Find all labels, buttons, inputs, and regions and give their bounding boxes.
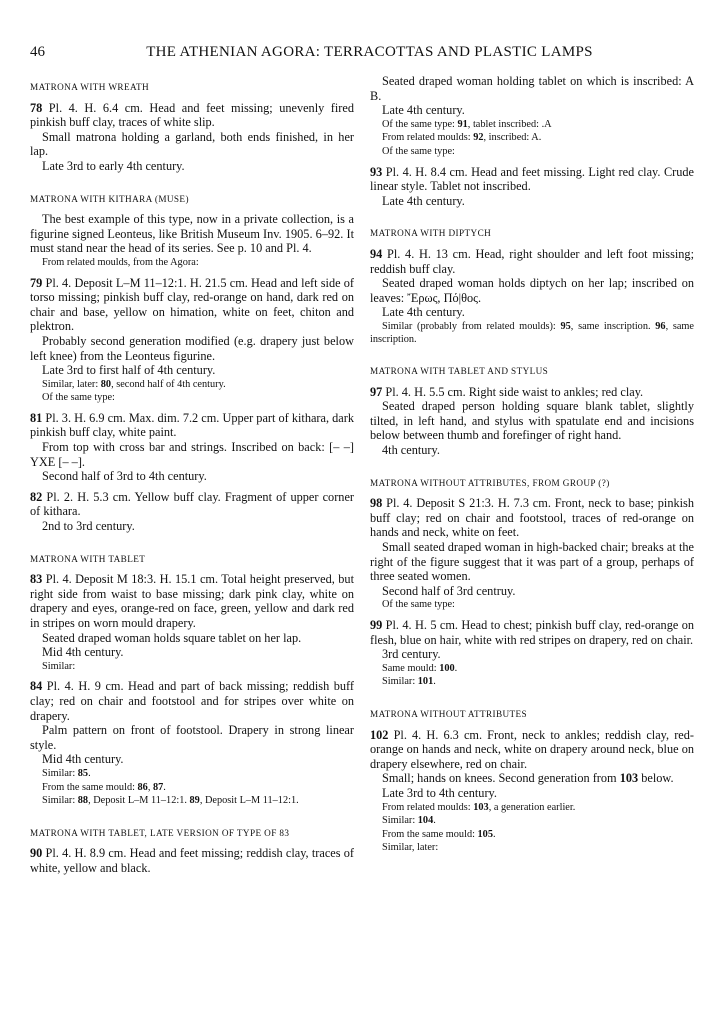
entry-description: Pl. 4. Deposit S 21:3. H. 7.3 cm. Front, neck to base; pinkish buff clay; red on chair and footstool, traces of red-orange on hands and neck, white on feet. [370, 496, 694, 540]
catalogue-entry-97 [370, 385, 694, 458]
entry-text: Seated draped woman holds diptych on her lap; inscribed on leaves: Ἔρως, Πό|θος. [370, 276, 694, 305]
entry-description: Pl. 3. H. 6.9 cm. Max. dim. 7.2 cm. Upper part of kithara, dark pinkish buff clay, white paint. [30, 410, 354, 440]
entry-number: 82 [30, 489, 43, 504]
note: From related moulds, from the Agora: [42, 256, 199, 268]
section-heading: MATRONA WITH TABLET AND STYLUS [370, 366, 549, 377]
entry-date: 2nd to 3rd century. [42, 519, 135, 534]
same-mould-note: From the same mould: 105. [382, 828, 496, 840]
entry-text: Small; hands on knees. Second generation from 103 below. [382, 771, 674, 786]
entry-date: Mid 4th century. [42, 752, 124, 767]
entry-date: Late 3rd to 4th century. [382, 785, 497, 800]
intro-text: The best example of this type, now in a private collection, is a figurine signed Leonteus, like British Museum Inv. 1905. 6–92. It must stand near the head of its series. See p. 10 and Pl. 4. [30, 212, 354, 256]
entry-description: Pl. 4. H. 6.3 cm. Front, neck to ankles; reddish clay, red-orange on hands and neck, white on drapery around neck, blue on drapery elsewhere, red on chair. [370, 727, 694, 771]
entry-description: Pl. 2. H. 5.3 cm. Yellow buff clay. Fragment of upper corner of kithara. [30, 489, 354, 519]
entry-date: Late 3rd to first half of 4th century. [42, 363, 216, 378]
same-type-note: Of the same type: [382, 599, 455, 611]
entry-description: Pl. 4. Deposit M 18:3. H. 15.1 cm. Total height preserved, but right side from waist to base missing; dark pink clay, white on drapery and eyes, orange-red on face, green, yellow and dark red in stripes on worn mould drapery. [30, 572, 354, 630]
section-without-attributes [370, 707, 694, 855]
entry-description: Pl. 4. H. 8.9 cm. Head and feet missing; reddish clay, traces of white, yellow and black. [30, 846, 354, 875]
entry-number: 99 [370, 618, 383, 632]
entry-description: Pl. 4. H. 5 cm. Head to chest; pinkish buff clay, red-orange on flesh, blue on hair, white with red stripes on drapery, red on chair. [370, 618, 694, 647]
entry-text: From top with cross bar and strings. Inscribed on back: [– –] YXE [– –]. [30, 440, 354, 469]
entry-text: Probably second generation modified (e.g. drapery just below left knee) from the Leonteus figurine. [30, 333, 354, 363]
section-heading: MATRONA WITH TABLET [30, 553, 146, 564]
entry-number: 93 [370, 164, 383, 179]
catalogue-entry-90-continued [370, 74, 694, 159]
catalogue-entry-81 [30, 411, 354, 484]
entry-number: 94 [370, 246, 383, 261]
entry-number: 90 [30, 846, 43, 861]
right-column [370, 74, 694, 855]
entry-date: Late 4th century. [382, 305, 465, 320]
section-heading: MATRONA WITHOUT ATTRIBUTES, FROM GROUP (?) [370, 477, 610, 488]
section-kithara [30, 192, 354, 534]
entry-number: 102 [370, 727, 389, 742]
entry-text: Small matrona holding a garland, both ends finished, in her lap. [30, 129, 354, 159]
entry-number: 84 [30, 679, 43, 694]
entry-text: Seated draped person holding square blank tablet, slightly tilted, in left hand, and stylus with spatulate end and incisions below between thumb and forefinger of right hand. [370, 399, 694, 443]
entry-description: Pl. 4. Deposit L–M 11–12:1. H. 21.5 cm. Head and left side of torso missing; pinkish buff clay, red-orange on hand, dark red on chair and base, yellow on himation, white on feet, chiton and plektron. [30, 275, 354, 334]
section-diptych [370, 226, 694, 346]
catalogue-entry-90 [30, 846, 354, 875]
section-heading: MATRONA WITH TABLET, LATE VERSION OF TYPE OF 83 [30, 827, 290, 838]
similar-note: Similar: [42, 660, 76, 672]
entry-date: 3rd century. [382, 647, 441, 662]
catalogue-entry-102 [370, 728, 694, 855]
section-tablet-stylus [370, 364, 694, 458]
entry-text: Seated draped woman holds square tablet on her lap. [42, 630, 302, 645]
entry-number: 81 [30, 410, 43, 425]
same-mould-note: From the same mould: 86, 87. [42, 781, 166, 793]
entry-text: Seated draped woman holding tablet on which is inscribed: A B. [370, 74, 694, 103]
entry-description: Pl. 4. H. 6.4 cm. Head and feet missing; unevenly fired pinkish buff clay, traces of white slip. [30, 100, 354, 130]
section-tablet [30, 552, 354, 808]
catalogue-entry-93 [370, 165, 694, 209]
entry-date: Second half of 3rd centruy. [382, 583, 516, 598]
section-heading: MATRONA WITHOUT ATTRIBUTES [370, 708, 528, 719]
same-type-note: Of the same type: [382, 145, 455, 157]
similar-note: Similar: 101. [382, 676, 436, 688]
entry-date: Late 3rd to early 4th century. [42, 158, 185, 173]
section-heading: MATRONA WITH WREATH [30, 82, 150, 92]
entry-description: Pl. 4. H. 13 cm. Head, right shoulder and left foot missing; reddish buff clay. [370, 246, 694, 276]
similar-note: Similar, later: 80, second half of 4th century. [42, 378, 226, 390]
entry-date: Second half of 3rd to 4th century. [42, 469, 207, 484]
related-moulds-note: From related moulds: 92, inscribed: A. [382, 132, 542, 144]
section-wreath [30, 80, 354, 174]
entry-text: Palm pattern on front of footstool. Drapery in strong linear style. [30, 723, 354, 752]
catalogue-entry-99 [370, 618, 694, 689]
catalogue-entry-94 [370, 247, 694, 346]
entry-number: 83 [30, 572, 43, 587]
entry-text: Small seated draped woman in high-backed chair; breaks at the right of the figure suggest that it was part of a group, perhaps of three seated women. [370, 540, 694, 584]
similar-later-note: Similar, later: [382, 842, 439, 854]
catalogue-entry-82 [30, 490, 354, 534]
section-group [370, 476, 694, 689]
catalogue-entry-83 [30, 572, 354, 673]
related-moulds-note: From related moulds: 103, a generation earlier. [382, 801, 576, 813]
similar-note: Similar: 85. [42, 767, 91, 779]
left-column [30, 74, 354, 876]
section-heading: MATRONA WITH KITHARA (MUSE) [30, 193, 189, 204]
entry-number: 97 [370, 384, 383, 399]
catalogue-entry-98 [370, 496, 694, 612]
running-title: THE ATHENIAN AGORA: TERRACOTTAS AND PLASTIC LAMPS [146, 44, 593, 60]
section-tablet-late [30, 826, 354, 876]
entry-number: 78 [30, 100, 43, 115]
entry-date: Late 4th century. [382, 103, 465, 118]
entry-description: Pl. 4. H. 9 cm. Head and part of back missing; reddish buff clay; red on chair and footstool and for stripes over white on drapery. [30, 679, 354, 723]
entry-description: Pl. 4. H. 5.5 cm. Right side waist to ankles; red clay. [382, 384, 644, 399]
page-number: 46 [30, 44, 45, 60]
same-mould-note: Same mould: 100. [382, 662, 458, 674]
entry-date: 4th century. [382, 443, 440, 458]
similar-note: Similar: 104. [382, 815, 436, 827]
entry-number: 79 [30, 275, 43, 290]
entry-number: 98 [370, 496, 383, 511]
same-type-note: Of the same type: [42, 392, 115, 404]
same-type-note: Of the same type: 91, tablet inscribed: .A [382, 118, 552, 130]
entry-date: Mid 4th century. [42, 645, 124, 660]
similar-note: Similar (probably from related moulds): 95, same inscription. 96, same inscription. [370, 320, 694, 345]
section-intro [30, 212, 354, 269]
similar-note-2: Similar: 88, Deposit L–M 11–12:1. 89, Deposit L–M 11–12:1. [42, 795, 299, 807]
entry-description: Pl. 4. H. 8.4 cm. Head and feet missing. Light red clay. Crude linear style. Tablet not inscribed. [370, 164, 694, 194]
section-heading: MATRONA WITH DIPTYCH [370, 228, 492, 239]
catalogue-entry-78 [30, 101, 354, 174]
entry-date: Late 4th century. [382, 193, 465, 208]
catalogue-entry-84 [30, 679, 354, 807]
catalogue-entry-79 [30, 276, 354, 405]
